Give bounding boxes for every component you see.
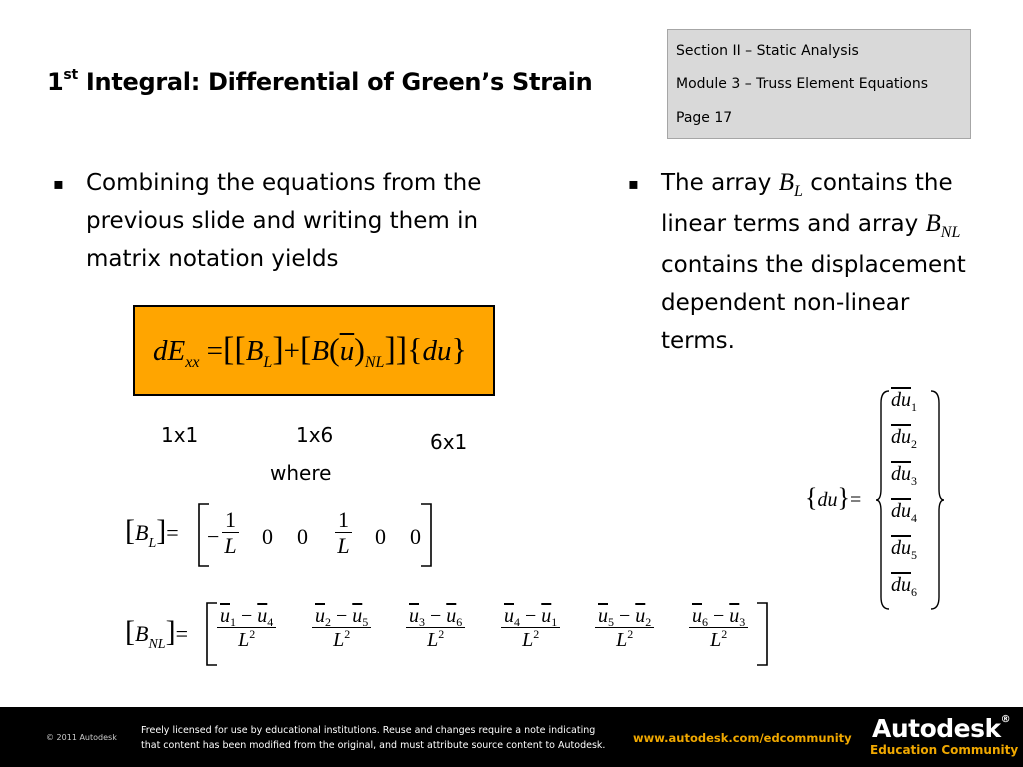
- du-vector-row: $\overline{du}_4$: [891, 500, 917, 525]
- community-link[interactable]: www.autodesk.com/edcommunity: [633, 731, 852, 745]
- bnl-matrix: $[B_{NL}]=$ $\frac{\overline{u}_1 - \overline{u}_4}{L^2}$ $\frac{\overline{u}_2 - \overline{u}_5}{L^2}$ $\frac{\overline{u}_3 - \overline{u}_6}{L^2}$ $\frac{\overline{u}_4 - \overline{u}_1}{L^2}$ $\frac{\overline{u}_5 - \overline{u}_2}{L^2}$ $\frac{\overline{u}_6 - \overline{u}_3}{L^2}$: [125, 601, 775, 667]
- page-label: Page 17: [676, 110, 733, 126]
- bnl-entry: $\frac{\overline{u}_3 - \overline{u}_6}{L^2}$: [406, 605, 465, 652]
- bnl-entry: $\frac{\overline{u}_2 - \overline{u}_5}{L^2}$: [312, 605, 371, 652]
- left-brace-icon: [875, 389, 891, 611]
- main-equation-box: [133, 305, 495, 396]
- du-vector-row: $\overline{du}_1$: [891, 389, 917, 414]
- left-bullet-line: matrix notation yields: [86, 246, 339, 272]
- bl-fraction: $\frac{1}{L}$: [335, 508, 352, 560]
- where-label: where: [270, 461, 332, 485]
- du-vector: {du}= $\overline{du}_1$ $\overline{du}_2$ $\overline{du}_3$ $\overline{du}_4$ $\overline{du}_5$ $\overline{du}_6$: [805, 385, 955, 615]
- bnl-entry: $\frac{\overline{u}_6 - \overline{u}_3}{L^2}$: [689, 605, 748, 652]
- du-vector-row: $\overline{du}_6$: [891, 574, 917, 599]
- dimension-label: 1x1: [161, 423, 199, 447]
- dimension-label: 1x6: [296, 423, 334, 447]
- right-bullet-line: dependent non-linear: [661, 290, 910, 316]
- license-text: Freely licensed for use by educational institutions. Reuse and changes require a note indicating that content has been modified from the original, and must attribute source content to Autodesk.: [141, 725, 606, 751]
- left-bullet-line: Combining the equations from the: [86, 170, 482, 196]
- section-info-box: [667, 29, 971, 139]
- bnl-entry: $\frac{\overline{u}_1 - \overline{u}_4}{L^2}$: [217, 605, 276, 652]
- copyright-text: © 2011 Autodesk: [46, 733, 117, 742]
- bullet-marker-icon: ▪: [53, 174, 64, 193]
- right-bracket-icon: [755, 601, 771, 667]
- bnl-entry: $\frac{\overline{u}_4 - \overline{u}_1}{L^2}$: [501, 605, 560, 652]
- du-vector-row: $\overline{du}_2$: [891, 426, 917, 451]
- bullet-marker-icon: ▪: [628, 174, 639, 193]
- bl-fraction: $\frac{1}{L}$: [222, 508, 239, 560]
- right-bracket-icon: [419, 502, 435, 568]
- right-bullet: [628, 164, 1018, 364]
- left-bullet: [53, 164, 573, 284]
- right-bullet-line: contains the displacement: [661, 252, 966, 278]
- left-bullet-line: previous slide and writing them in: [86, 208, 479, 234]
- main-equation: $dE_{xx} =[[B_L]+[B(\overline{u})_{NL}]]\{du\}$: [153, 331, 467, 371]
- module-label: Module 3 – Truss Element Equations: [676, 76, 929, 92]
- autodesk-logo: Autodesk®: [872, 714, 1011, 743]
- right-brace-icon: [929, 389, 945, 611]
- right-bullet-line: linear terms and array $B_{NL}$: [661, 210, 961, 241]
- education-community-label: Education Community: [870, 743, 1019, 757]
- slide-title: 1st Integral: Differential of Green’s Strain: [47, 67, 593, 96]
- footer-bar: [0, 707, 1023, 767]
- right-bullet-line: terms.: [661, 328, 735, 354]
- bnl-entry: $\frac{\overline{u}_5 - \overline{u}_2}{L^2}$: [595, 605, 654, 652]
- du-vector-row: $\overline{du}_5$: [891, 537, 917, 562]
- dimension-label: 6x1: [430, 430, 468, 454]
- du-vector-row: $\overline{du}_3$: [891, 463, 917, 488]
- right-bullet-line: The array $B_L$ contains the: [661, 169, 953, 200]
- section-label: Section II – Static Analysis: [676, 43, 859, 59]
